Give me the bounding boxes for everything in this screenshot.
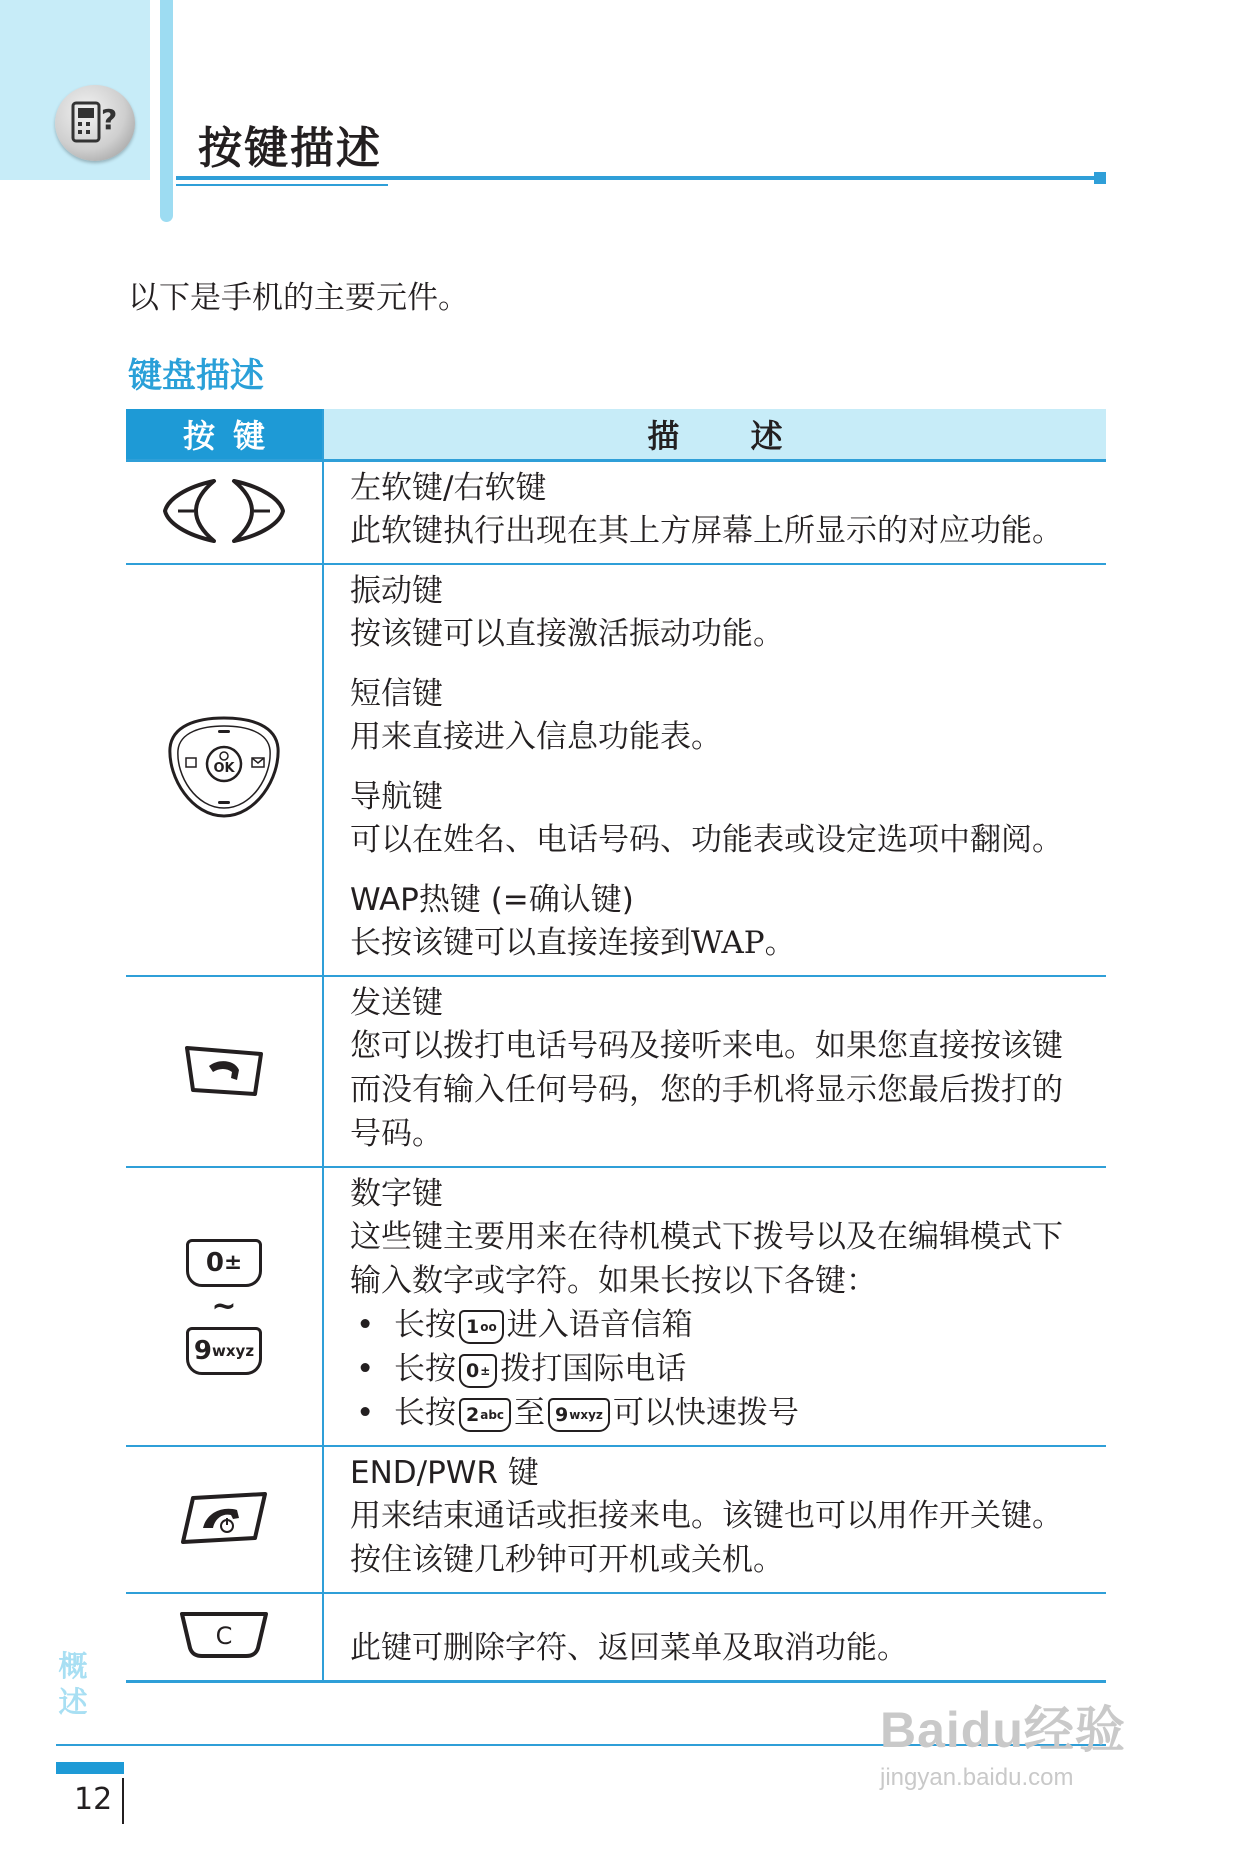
key-name: 左软键/右软键 — [350, 470, 547, 506]
long-press-list — [350, 1303, 1088, 1435]
list-item: • 长按 1 oo 进入语音信箱 — [350, 1303, 1088, 1347]
key-cell — [126, 1446, 323, 1593]
key-description: 用来结束通话或拒接来电。该键也可以用作开关键。按住该键几秒钟可开机或关机。 — [350, 1498, 1063, 1578]
key-description: 此键可删除字符、返回菜单及取消功能。 — [350, 1630, 908, 1666]
table-row-numeric — [126, 1167, 1106, 1446]
two-key-icon: 2 abc — [459, 1398, 511, 1432]
phone-help-icon — [67, 95, 123, 151]
table-row-end — [126, 1446, 1106, 1593]
watermark-logo: Baidu经验 — [880, 1702, 1126, 1758]
description-cell — [323, 1593, 1106, 1682]
list-item: • 长按 0 ± 拨打国际电话 — [350, 1347, 1088, 1391]
list-item: • 长按 2 abc 至 9 wxyz 可以快速拨号 — [350, 1391, 1088, 1435]
key-name: 导航键 — [350, 779, 443, 815]
column-header-description: 描 述 — [323, 409, 1106, 461]
key-block-vibrate — [350, 571, 1088, 656]
key-name: WAP热键 (=确认键) — [350, 882, 634, 918]
key-description: 这些键主要用来在待机模式下拨号以及在编辑模式下输入数字或字符。如果长按以下各键： — [350, 1219, 1063, 1299]
key-cell — [126, 976, 323, 1167]
description-cell — [323, 564, 1106, 976]
key-description: 用来直接进入信息功能表。 — [350, 719, 722, 755]
key-description: 此软键执行出现在其上方屏幕上所显示的对应功能。 — [350, 513, 1063, 549]
table-row-navigation — [126, 564, 1106, 976]
key-description: 长按该键可以直接连接到WAP。 — [350, 925, 796, 961]
title-underline — [176, 176, 1096, 180]
key-block-sms — [350, 674, 1088, 759]
numeric-key-nine-icon: 9 wxyz — [186, 1327, 262, 1375]
svg-text:?: ? — [101, 103, 118, 136]
end-power-key-icon — [179, 1488, 269, 1548]
table-row-clear — [126, 1593, 1106, 1682]
chapter-badge — [55, 85, 135, 161]
table-header-row — [126, 409, 1106, 461]
page-number: 12 — [74, 1782, 113, 1817]
title-underline-accent — [176, 184, 388, 186]
key-name: END/PWR 键 — [350, 1455, 539, 1491]
key-name: 短信键 — [350, 676, 443, 712]
ok-label: OK — [213, 761, 235, 776]
chapter-side-tab: 概述 — [58, 1649, 88, 1719]
key-description: 可以在姓名、电话号码、功能表或设定选项中翻阅。 — [350, 822, 1063, 858]
description-cell — [323, 1167, 1106, 1446]
key-description-table — [126, 409, 1106, 1683]
soft-keys-icon — [162, 473, 286, 549]
navigation-key-icon — [164, 712, 284, 824]
watermark — [880, 1690, 1126, 1792]
description-cell — [323, 976, 1106, 1167]
voicemail-key-icon: 1 oo — [459, 1310, 504, 1344]
zero-key-icon: 0 ± — [459, 1354, 497, 1388]
key-range-separator: ~ — [211, 1288, 237, 1324]
key-block-navigation — [350, 777, 1088, 862]
key-cell — [126, 564, 323, 976]
key-description: 您可以拨打电话号码及接听来电。如果您直接按该键而没有输入任何号码，您的手机将显示您最后拨打的号码。 — [350, 1028, 1063, 1152]
header-vertical-bar — [160, 0, 173, 222]
footer-divider — [122, 1778, 124, 1824]
key-cell — [126, 1167, 323, 1446]
key-cell — [126, 1593, 323, 1682]
numeric-key-zero-icon: 0 ± — [186, 1239, 262, 1287]
title-underline-end-square — [1094, 172, 1106, 184]
key-description: 按该键可以直接激活振动功能。 — [350, 616, 784, 652]
intro-text: 以下是手机的主要元件。 — [128, 280, 469, 316]
page-title: 按键描述 — [198, 123, 382, 174]
table-row-send — [126, 976, 1106, 1167]
send-key-icon — [179, 1040, 269, 1100]
key-block-wap — [350, 880, 1088, 965]
key-name: 振动键 — [350, 573, 443, 609]
key-name: 数字键 — [350, 1176, 443, 1212]
section-title: 键盘描述 — [128, 356, 264, 396]
description-cell — [323, 1446, 1106, 1593]
column-header-key: 按键 — [126, 409, 323, 461]
footer-accent-bar — [56, 1762, 124, 1774]
table-row-softkeys — [126, 461, 1106, 565]
clear-key-label: C — [215, 1622, 233, 1650]
key-name: 发送键 — [350, 985, 443, 1021]
nine-key-icon: 9 wxyz — [548, 1398, 610, 1432]
description-cell — [323, 461, 1106, 565]
key-cell — [126, 461, 323, 565]
watermark-url: jingyan.baidu.com — [880, 1764, 1074, 1791]
clear-key-icon — [176, 1608, 272, 1662]
